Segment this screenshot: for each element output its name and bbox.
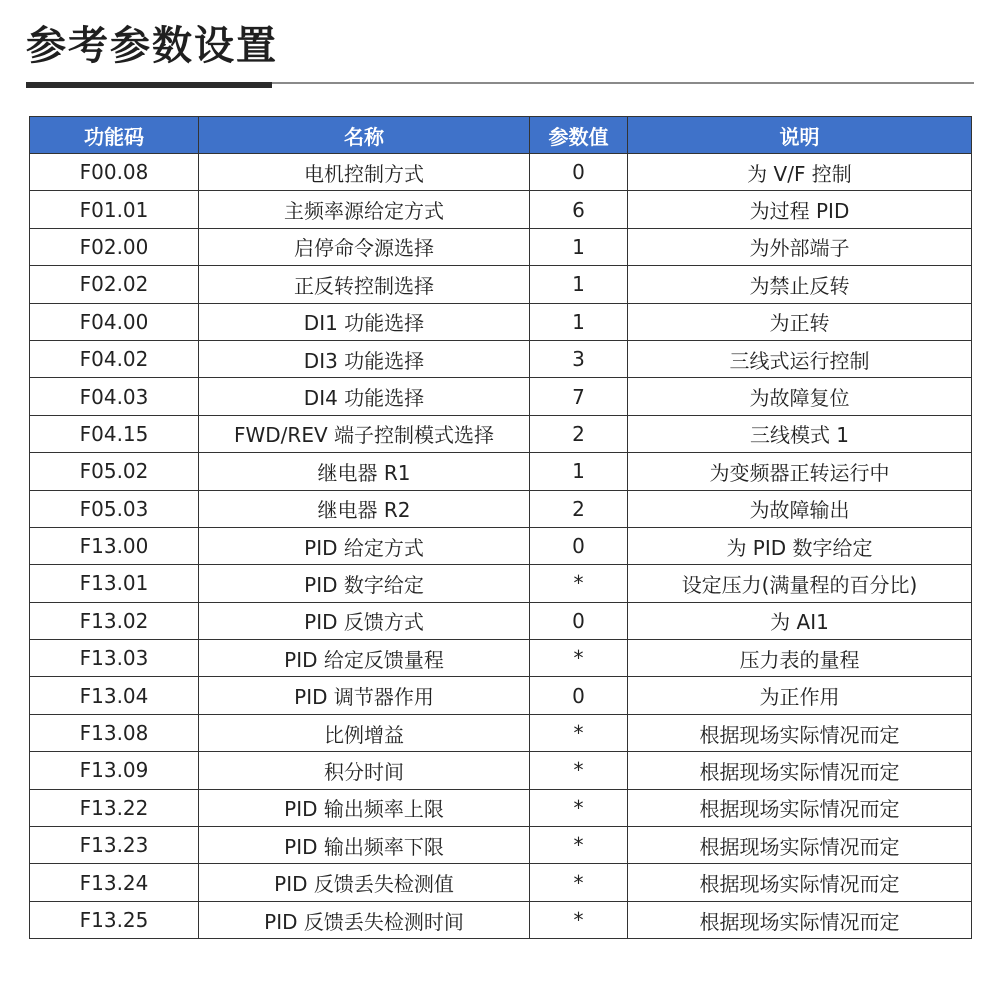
table-row	[30, 789, 972, 826]
table-row	[30, 565, 972, 602]
cell-value: *	[530, 789, 628, 826]
cell-description: 为正作用	[628, 677, 972, 714]
cell-description: 根据现场实际情况而定	[628, 827, 972, 864]
table-row	[30, 228, 972, 265]
table-header-row	[30, 117, 972, 154]
cell-description: 为变频器正转运行中	[628, 453, 972, 490]
cell-name: 继电器 R1	[199, 453, 530, 490]
table-row	[30, 864, 972, 901]
cell-function-code: F02.02	[30, 266, 199, 303]
cell-value: *	[530, 864, 628, 901]
cell-value: *	[530, 827, 628, 864]
table-row	[30, 378, 972, 415]
cell-function-code: F04.02	[30, 340, 199, 377]
cell-function-code: F01.01	[30, 191, 199, 228]
cell-value: 0	[530, 602, 628, 639]
cell-description: 三线式运行控制	[628, 340, 972, 377]
table-row	[30, 340, 972, 377]
cell-function-code: F05.02	[30, 453, 199, 490]
cell-function-code: F13.02	[30, 602, 199, 639]
cell-description: 三线模式 1	[628, 415, 972, 452]
table-body	[30, 154, 972, 939]
table-row	[30, 490, 972, 527]
cell-value: 3	[530, 340, 628, 377]
cell-name: 继电器 R2	[199, 490, 530, 527]
table-row	[30, 191, 972, 228]
cell-description: 设定压力(满量程的百分比)	[628, 565, 972, 602]
cell-name: DI1 功能选择	[199, 303, 530, 340]
cell-description: 为禁止反转	[628, 266, 972, 303]
cell-function-code: F13.25	[30, 901, 199, 938]
cell-name: 电机控制方式	[199, 154, 530, 191]
page-title: 参考参数设置	[26, 23, 278, 69]
cell-name: PID 反馈丢失检测时间	[199, 901, 530, 938]
cell-name: DI3 功能选择	[199, 340, 530, 377]
table-row	[30, 752, 972, 789]
table-row	[30, 527, 972, 564]
cell-name: PID 数字给定	[199, 565, 530, 602]
cell-name: FWD/REV 端子控制模式选择	[199, 415, 530, 452]
cell-function-code: F13.23	[30, 827, 199, 864]
cell-function-code: F13.08	[30, 714, 199, 751]
cell-name: PID 反馈丢失检测值	[199, 864, 530, 901]
cell-function-code: F13.24	[30, 864, 199, 901]
cell-function-code: F02.00	[30, 228, 199, 265]
cell-name: 启停命令源选择	[199, 228, 530, 265]
cell-value: 1	[530, 303, 628, 340]
cell-name: PID 反馈方式	[199, 602, 530, 639]
header-function-code: 功能码	[30, 117, 199, 154]
cell-value: *	[530, 901, 628, 938]
cell-value: 2	[530, 490, 628, 527]
cell-description: 为故障复位	[628, 378, 972, 415]
cell-function-code: F13.04	[30, 677, 199, 714]
table-row	[30, 453, 972, 490]
cell-description: 根据现场实际情况而定	[628, 714, 972, 751]
cell-name: PID 输出频率下限	[199, 827, 530, 864]
cell-function-code: F04.03	[30, 378, 199, 415]
cell-description: 压力表的量程	[628, 640, 972, 677]
cell-description: 为 V/F 控制	[628, 154, 972, 191]
cell-value: 1	[530, 228, 628, 265]
cell-description: 为 PID 数字给定	[628, 527, 972, 564]
cell-description: 根据现场实际情况而定	[628, 789, 972, 826]
cell-value: 2	[530, 415, 628, 452]
cell-description: 为过程 PID	[628, 191, 972, 228]
table-row	[30, 714, 972, 751]
cell-description: 为正转	[628, 303, 972, 340]
table-row	[30, 602, 972, 639]
cell-description: 为外部端子	[628, 228, 972, 265]
parameter-table	[29, 116, 972, 939]
table-row	[30, 901, 972, 938]
cell-function-code: F04.15	[30, 415, 199, 452]
table-row	[30, 640, 972, 677]
cell-name: PID 给定反馈量程	[199, 640, 530, 677]
cell-function-code: F04.00	[30, 303, 199, 340]
cell-function-code: F05.03	[30, 490, 199, 527]
cell-function-code: F13.09	[30, 752, 199, 789]
header-description: 说明	[628, 117, 972, 154]
cell-value: 0	[530, 677, 628, 714]
cell-function-code: F13.01	[30, 565, 199, 602]
cell-name: 正反转控制选择	[199, 266, 530, 303]
cell-value: *	[530, 714, 628, 751]
cell-value: 0	[530, 527, 628, 564]
cell-description: 为 AI1	[628, 602, 972, 639]
cell-function-code: F13.22	[30, 789, 199, 826]
cell-name: PID 输出频率上限	[199, 789, 530, 826]
cell-name: 比例增益	[199, 714, 530, 751]
cell-value: 0	[530, 154, 628, 191]
table-row	[30, 266, 972, 303]
cell-description: 为故障输出	[628, 490, 972, 527]
table-row	[30, 415, 972, 452]
cell-name: 积分时间	[199, 752, 530, 789]
cell-function-code: F13.03	[30, 640, 199, 677]
table-row	[30, 154, 972, 191]
cell-description: 根据现场实际情况而定	[628, 864, 972, 901]
cell-value: 1	[530, 266, 628, 303]
table-row	[30, 827, 972, 864]
title-underline-accent	[26, 82, 272, 88]
cell-description: 根据现场实际情况而定	[628, 752, 972, 789]
cell-function-code: F00.08	[30, 154, 199, 191]
header-name: 名称	[199, 117, 530, 154]
cell-function-code: F13.00	[30, 527, 199, 564]
cell-value: 6	[530, 191, 628, 228]
cell-value: 1	[530, 453, 628, 490]
cell-value: *	[530, 565, 628, 602]
cell-value: *	[530, 752, 628, 789]
table-row	[30, 677, 972, 714]
cell-name: DI4 功能选择	[199, 378, 530, 415]
cell-name: PID 调节器作用	[199, 677, 530, 714]
header-value: 参数值	[530, 117, 628, 154]
cell-name: 主频率源给定方式	[199, 191, 530, 228]
cell-name: PID 给定方式	[199, 527, 530, 564]
cell-description: 根据现场实际情况而定	[628, 901, 972, 938]
table-row	[30, 303, 972, 340]
cell-value: *	[530, 640, 628, 677]
cell-value: 7	[530, 378, 628, 415]
